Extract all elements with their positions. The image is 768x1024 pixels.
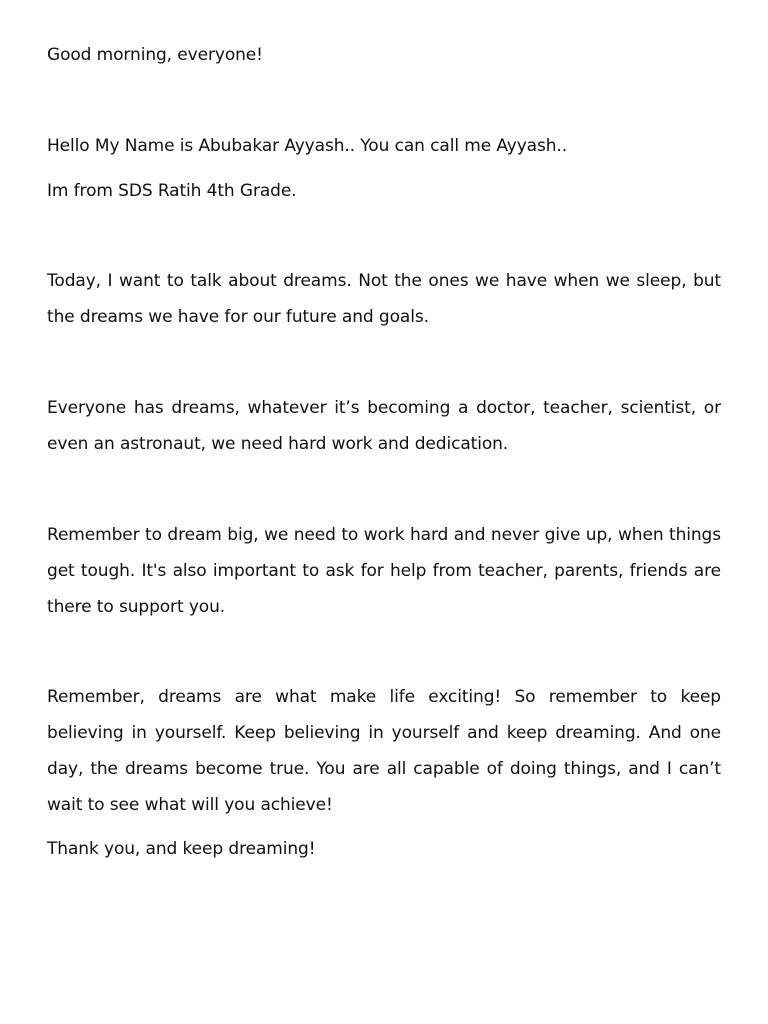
introduction-paragraph: Hello My Name is Abubakar Ayyash.. You can call me Ayyash..: [47, 136, 568, 156]
speech-document: [47, 0, 721, 1024]
greeting-paragraph: Good morning, everyone!: [47, 45, 263, 65]
advice-paragraph: Remember to dream big, we need to work hard and never give up, when things get tough. It's also important to ask for help from teacher, parents, friends are there to support you.: [47, 525, 721, 617]
dreams-paragraph: Everyone has dreams, whatever it’s becoming a doctor, teacher, scientist, or even an astronaut, we need hard work and dedication.: [47, 398, 721, 454]
topic-paragraph: Today, I want to talk about dreams. Not the ones we have when we sleep, but the dreams we have for our future and goals.: [47, 271, 721, 327]
school-paragraph: Im from SDS Ratih 4th Grade.: [47, 181, 297, 201]
closing-paragraph: Remember, dreams are what make life exciting! So remember to keep believing in yourself. Keep believing in yourself and keep dreaming. And one day, the dreams become true. You are all capable of doing things, and I can’t wait to see what will you achieve!: [47, 687, 721, 815]
thanks-paragraph: Thank you, and keep dreaming!: [47, 839, 316, 859]
